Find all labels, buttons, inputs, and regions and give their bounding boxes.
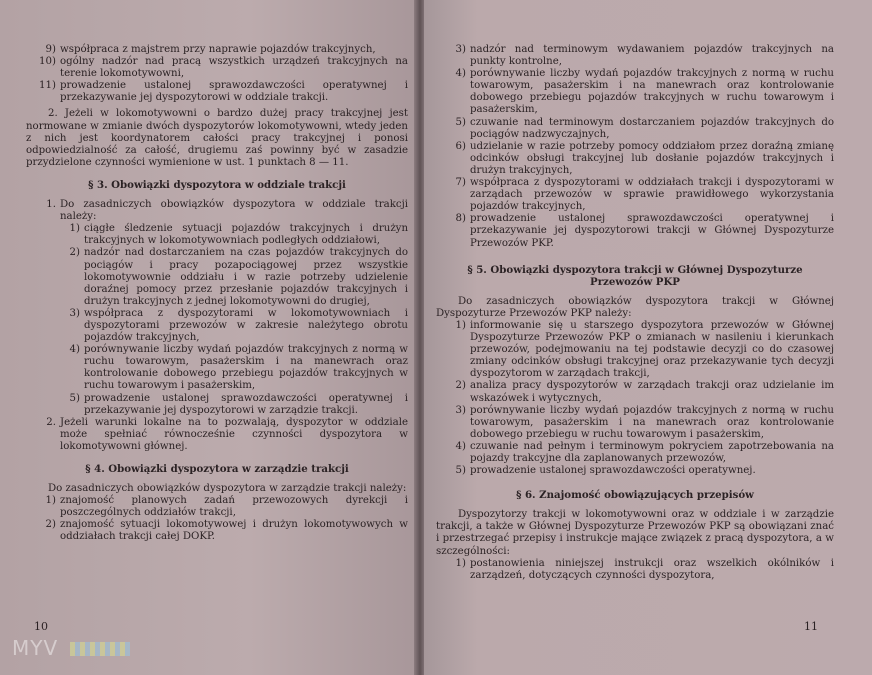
right-list-item (436, 141, 834, 177)
section-4-list-item-text: znajomość planowych zadań przewozowych dyrekcji i poszczególnych oddziałów trakcji, (60, 495, 408, 519)
right-list-item-text: udzielanie w razie potrzeby pomocy oddziałom przez doraźną zmianę odcinków obsługi trakcyjnej lub dosłanie pojazdów trakcyjnych i drużyn trakcyjnych, (470, 140, 834, 176)
section-3-list-item-text: porównywanie liczby wydań pojazdów trakcyjnych z normą w ruchu towarowym, pasażerskim i na manewrach oraz kontrolowanie dobowego przebiegu pojazdów trakcyjnych w ruchu towarowym i pasażerskim, (84, 344, 408, 392)
right-list-item-number: 6) (455, 140, 466, 152)
right-list-item-number: 3) (455, 44, 466, 55)
section-3-list-item (26, 247, 408, 307)
section-3-list-item-number: 2) (69, 247, 80, 259)
section-4-heading: § 4. Obowiązki dyspozytora w zarządzie trakcji (85, 463, 349, 475)
left-list-item (26, 44, 408, 56)
right-list-item-text: prowadzenie ustalonej sprawozdawczości operatywnej i przekazywanie jej dyspozytorowi trakcji w Głównej Dyspozyturze Przewozów PKP. (470, 213, 834, 249)
section-6-heading: § 6. Znajomość obowiązujących przepisów (516, 489, 754, 502)
section-5-heading (436, 264, 834, 288)
section-5-intro: Do zasadniczych obowiązków dyspozytora trakcji w Głównej Dyspozyturze Przewozów PKP należy: (436, 295, 834, 319)
section-3-list-item (26, 308, 408, 344)
page-number-right: 11 (804, 620, 818, 633)
right-list-item-text: porównywanie liczby wydań pojazdów trakcyjnych z normą w ruchu towarowym, pasażerskim i na manewrach oraz kontrolowanie dobowego przebiegu pojazdów trakcyjnych w ruchu towarowym i pasażerskim, (470, 68, 834, 116)
section-3-list-item-number: 4) (69, 344, 80, 356)
section-6-list-item-number: 1) (455, 557, 466, 569)
section-5-list-item-text: czuwanie nad pełnym i terminowym pokryciem zapotrzebowania na pojazdy trakcyjne dla zaplanowanych przewozów, (470, 440, 834, 464)
section-3-list-item-text: nadzór nad dostarczaniem na czas pojazdów trakcyjnych do pociągów i pracy pozapociągowej przez wszystkie lokomotywownie oddziału i w razie potrzeby udzielenie doraźnej pomocy przez przesłanie pojazdów trakcyjnych i drużyn trakcyjnych z jednej lokomotywowni do drugiej, (84, 247, 408, 307)
section-5-list-item (436, 441, 834, 465)
right-list-item-number: 8) (455, 213, 466, 225)
left-page-text (26, 44, 408, 544)
section-3-list-item-number: 5) (69, 392, 80, 404)
left-list-item-text: prowadzenie ustalonej sprawozdawczości operatywnej i przekazywanie jej dyspozytorowi w oddziale trakcji. (60, 80, 408, 104)
section-4-list-item (26, 519, 408, 543)
section-3-intro-text: Do zasadniczych obowiązków dyspozytora w oddziale trakcji należy: (60, 199, 408, 223)
section-4-list-item-number: 1) (45, 495, 56, 507)
section-5-list-item-number: 1) (455, 319, 466, 331)
section-5-list-item-text: porównywanie liczby wydań pojazdów trakcyjnych z normą w ruchu towarowym, pasażerskim i na manewrach oraz kontrolowanie dobowego przebiegu w ruchu towarowym i pasażerskim, (470, 404, 834, 440)
section-5-list-item (436, 405, 834, 441)
right-list-item (436, 44, 834, 68)
section-5-list-item-text: informowanie się u starszego dyspozytora przewozów w Głównej Dyspozyturze Przewozów PKP o zmianach w nasileniu i kierunkach przewozów, podejmowaniu na tej podstawie decyzji co do czasowej zmiany odcinków obsługi trakcyjnej oraz przekazywanie tych decyzji dyspozytorom w zarządach trakcji, (470, 319, 834, 380)
section-5-list-item-number: 4) (455, 440, 466, 452)
section-3-list-item (26, 393, 408, 417)
paragraph-2: 2. Jeżeli w lokomotywowni o bardzo dużej pracy trakcyjnej jest normowane w zmianie dwóch dyspozytorów lokomotywowni, wtedy jeden z nich jest koordynatorem całości pracy trakcyjnej i ponosi odpowiedzialność za całość, drugiemu zaś powinny być w zasadzie przydzielone czynności wymienione w ust. 1 punktach 8 — 11. (26, 108, 408, 168)
right-list-item-number: 5) (455, 116, 466, 128)
section-3-list-item-text: współpraca z dyspozytorami w lokomotywowniach i dyspozytorami przewozów w zakresie należytego obrotu pojazdów trakcyjnych, (84, 307, 408, 344)
section-5-list-item-text: analiza pracy dyspozytorów w zarządach trakcji oraz udzielanie im wskazówek i wytycznych, (470, 380, 834, 404)
section-4-intro: Do zasadniczych obowiązków dyspozytora w zarządzie trakcji należy: (48, 483, 407, 495)
section-3-list-item-number: 3) (69, 307, 80, 319)
section-5-list-item (436, 465, 834, 477)
section-3-paragraph-2-number: 2. (46, 416, 56, 428)
right-list-item (436, 177, 834, 213)
right-list-item-number: 4) (455, 68, 466, 80)
right-list-item-number: 7) (455, 177, 466, 189)
section-5-list-item-text: prowadzenie ustalonej sprawozdawczości operatywnej. (470, 465, 756, 477)
section-4-list-item-number: 2) (45, 519, 56, 531)
left-list-item-number: 9) (45, 44, 56, 55)
section-3-heading: § 3. Obowiązki dyspozytora w oddziale trakcji (88, 178, 346, 191)
section-4-list-item-text: znajomość sytuacji lokomotywowej i drużyn lokomotywowych w oddziałach trakcji całej DOKP. (60, 519, 408, 543)
section-5-heading-line-2: Przewozów PKP (590, 275, 680, 288)
right-list-item-text: nadzór nad terminowym wydawaniem pojazdów trakcyjnych na punkty kontrolne, (470, 44, 834, 68)
section-3-list-item-text: prowadzenie ustalonej sprawozdawczości operatywnej i przekazywanie jej dyspozytorowi w zarządzie trakcji. (84, 392, 408, 416)
section-5-list-item (436, 320, 834, 380)
left-list-item-text: ogólny nadzór nad pracą wszystkich urządzeń trakcyjnych na terenie lokomotywowni, (60, 56, 408, 80)
left-page (0, 0, 416, 675)
section-6-list-item-text: postanowienia niniejszej instrukcji oraz wszelkich okólników i zarządzeń, dotyczących czynności dyspozytora, (470, 557, 834, 581)
section-3-paragraph-2 (26, 417, 408, 453)
section-3-list-item (26, 223, 408, 247)
right-list-item-text: współpraca z dyspozytorami w oddziałach trakcji i dyspozytorami w zarządach przewozów w sprawie prawidłowego wykorzystania pojazdów trakcyjnych, (470, 177, 834, 213)
section-5-list-item (436, 380, 834, 404)
right-list-item (436, 213, 834, 249)
right-page (424, 0, 872, 675)
section-3-list-item (26, 344, 408, 392)
section-4-list-item (26, 495, 408, 519)
left-list-item-text: współpraca z majstrem przy naprawie pojazdów trakcyjnych, (60, 44, 376, 55)
right-list-item (436, 68, 834, 116)
section-3-list-item-number: 1) (69, 223, 80, 235)
right-page-text (436, 44, 834, 582)
section-5-list-item-number: 5) (455, 465, 466, 477)
section-3-list-item-text: ciągłe śledzenie sytuacji pojazdów trakcyjnych i drużyn trakcyjnych w lokomotywowniach podległych oddziałowi, (84, 223, 408, 247)
left-list-item (26, 56, 408, 80)
left-list-item (26, 80, 408, 104)
right-list-item (436, 117, 834, 141)
page-number-left: 10 (34, 620, 48, 633)
section-5-list-item-number: 3) (455, 404, 466, 416)
section-3-intro (26, 199, 408, 223)
watermark-text: MYV (12, 636, 59, 660)
left-list-item-number: 11) (39, 80, 56, 92)
watermark-dots (70, 642, 130, 656)
section-6-list-item (436, 558, 834, 582)
left-list-item-number: 10) (39, 56, 56, 68)
section-5-heading-line-1: § 5. Obowiązki dyspozytora trakcji w Głównej Dyspozyturze (467, 263, 803, 276)
section-5-list-item-number: 2) (455, 380, 466, 392)
section-3-paragraph-2-text: Jeżeli warunki lokalne na to pozwalają, dyspozytor w oddziale może spełniać równocześnie czynności dyspozytora w lokomotywowni głównej. (60, 416, 408, 452)
section-3-intro-number: 1. (46, 199, 56, 211)
section-6-intro: Dyspozytorzy trakcji w lokomotywowni oraz w oddziale i w zarządzie trakcji, a także w Głównej Dyspozyturze Przewozów PKP są obowiązani znać i przestrzegać przepisy i instrukcje mające związek z pracą dyspozytora, a w szczególności: (436, 509, 834, 557)
right-list-item-text: czuwanie nad terminowym dostarczaniem pojazdów trakcyjnych do pociągów nadzwyczajnych, (470, 116, 834, 140)
